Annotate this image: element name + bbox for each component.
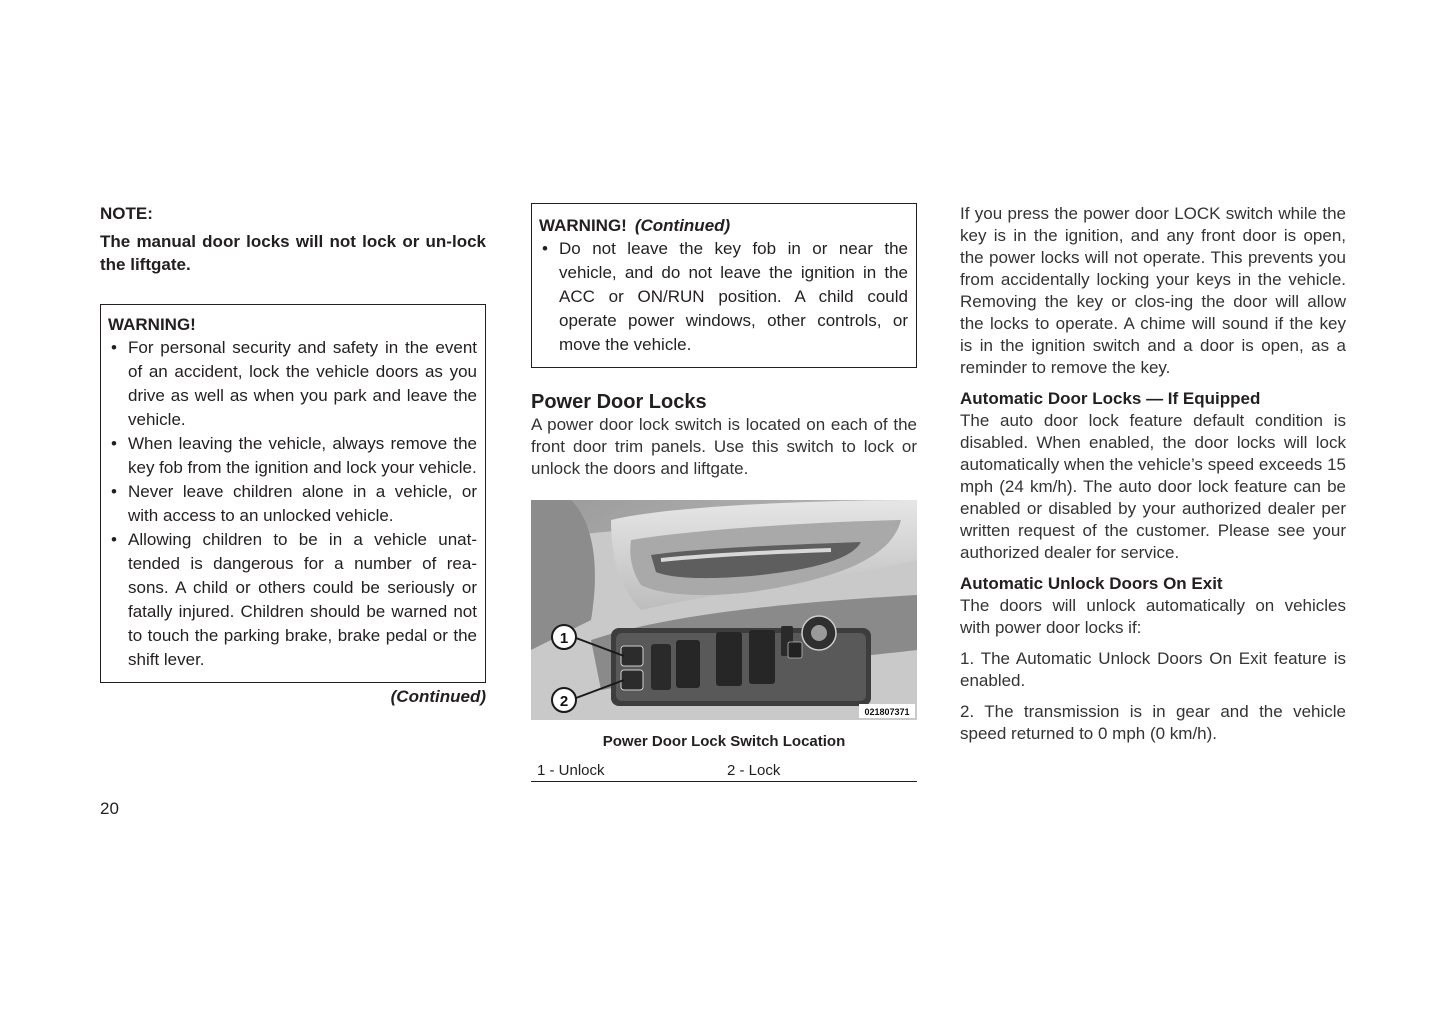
warning-list bbox=[108, 336, 477, 672]
right-column bbox=[960, 203, 1346, 745]
legend-item-lock: 2 - Lock bbox=[727, 762, 781, 779]
warning-box bbox=[100, 304, 486, 683]
auto-unlock-heading: Automatic Unlock Doors On Exit bbox=[960, 574, 1223, 593]
auto-unlock-body: The doors will unlock automatically on vehicles with power door locks if: bbox=[960, 596, 1346, 637]
condition-item-1: 1. The Automatic Unlock Doors On Exit feature is enabled. bbox=[960, 649, 1346, 690]
note-heading: NOTE: bbox=[100, 204, 153, 223]
middle-column bbox=[531, 203, 917, 782]
warning-continued-text: (Continued) bbox=[634, 216, 731, 235]
figure-code: 021807371 bbox=[864, 707, 910, 717]
warning-item: • Never leave children alone in a vehicle, or with access to an unlocked vehicle. bbox=[108, 480, 477, 528]
legend-item-unlock: 1 - Unlock bbox=[537, 762, 605, 779]
section-body: A power door lock switch is located on each of the front door trim panels. Use this switch to lock or unlock the doors and liftgate. bbox=[531, 415, 917, 478]
page-number: 20 bbox=[100, 799, 119, 818]
automatic-door-locks-body: The auto door lock feature default condition is disabled. When enabled, the door locks will lock automatically when the vehicle’s speed exceeds 15 mph (24 km/h). The auto door lock feature can be enabled or disabled by your authorized dealer per written request of the customer. Please see your authorized dealer for service. bbox=[960, 411, 1346, 562]
figure-caption: Power Door Lock Switch Location bbox=[602, 733, 846, 750]
warning-title-text: WARNING! bbox=[539, 216, 627, 235]
warning-item: • Do not leave the key fob in or near the vehicle, and do not leave the ignition in the ACC or ON/RUN position. A child could operate power windows, other controls, or move the vehicle. bbox=[539, 237, 908, 357]
warning-item: • For personal security and safety in the event of an accident, lock the vehicle doors as you drive as well as when you park and leave the vehicle. bbox=[108, 336, 477, 432]
warning-list bbox=[539, 237, 908, 357]
intro-paragraph: If you press the power door LOCK switch while the key is in the ignition, and any front door is open, the power locks will not operate. This prevents you from accidentally locking your keys in the vehicle. Removing the key or clos-ing the door will allow the locks to operate. A chime will sound if the key is in the ignition switch and a door is open, as a reminder to remove the key. bbox=[960, 204, 1346, 377]
warning-box-continued bbox=[531, 203, 917, 368]
door-lock-switch-figure bbox=[531, 500, 917, 720]
callout-2-text: 2 bbox=[559, 693, 569, 710]
note-body: The manual door locks will not lock or un-lock the liftgate. bbox=[100, 232, 486, 274]
continued-label: (Continued) bbox=[390, 687, 486, 706]
automatic-door-locks-heading: Automatic Door Locks — If Equipped bbox=[960, 389, 1261, 408]
callout-1-text: 1 bbox=[559, 630, 569, 647]
warning-item: • Allowing children to be in a vehicle unat-tended is dangerous for a number of rea-sons. A child or others could be seriously or fatally injured. Children should be warned not to touch the parking brake, brake pedal or the shift lever. bbox=[108, 528, 477, 672]
warning-item: • When leaving the vehicle, always remove the key fob from the ignition and lock your vehicle. bbox=[108, 432, 477, 480]
figure-legend bbox=[531, 762, 917, 782]
door-panel-illustration bbox=[531, 500, 917, 720]
warning-title bbox=[539, 215, 908, 237]
warning-title: WARNING! bbox=[108, 315, 196, 334]
left-column bbox=[100, 203, 486, 707]
section-title-power-door-locks: Power Door Locks bbox=[531, 391, 707, 413]
condition-item-2: 2. The transmission is in gear and the vehicle speed returned to 0 mph (0 km/h). bbox=[960, 702, 1346, 743]
